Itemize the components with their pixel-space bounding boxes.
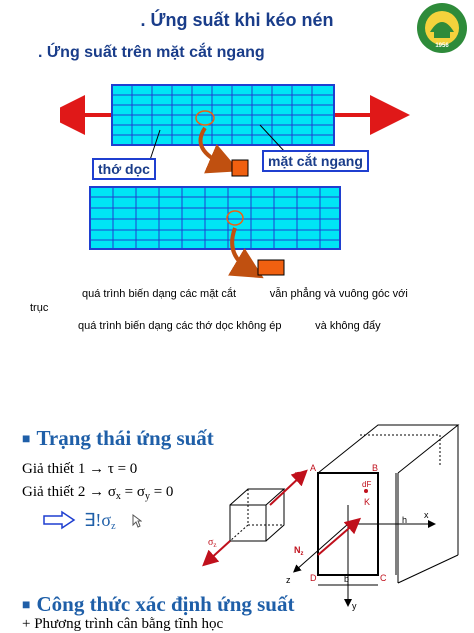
- label-k: K: [364, 497, 371, 507]
- label-nz: $N_z$: [294, 545, 304, 557]
- logo-year: 1956: [435, 43, 449, 49]
- label-x: x: [424, 510, 429, 520]
- section-subtitle: . Ứng suất trên mặt cắt ngang: [38, 44, 265, 61]
- text-line-1-cont: trục: [30, 302, 49, 314]
- text-line-1: quá trình biến dạng các mặt cắt vẫn phẳng và vuông góc với: [82, 288, 408, 300]
- upper-bar: [112, 85, 334, 145]
- square-bullet-icon: ■: [22, 432, 31, 447]
- label-b: b: [344, 574, 350, 584]
- text-line-2: quá trình biến dạng các thớ dọc không ép và không đẩy: [78, 320, 381, 332]
- element-patch-lower: [258, 260, 284, 275]
- label-sigma-z-top: $\sigma_z$: [294, 469, 303, 481]
- cursor-icon: [132, 514, 142, 528]
- assumption-1: Giả thiết 1 → τ = 0: [22, 461, 138, 477]
- square-bullet-icon: ■: [22, 598, 31, 613]
- formula-heading: ■ Công thức xác định ứng suất: [22, 592, 295, 616]
- label-cross-section: mặt cắt ngang: [262, 150, 369, 172]
- label-sigma-z-bottom: $\sigma_z$: [208, 537, 217, 549]
- label-df: dF: [362, 480, 372, 489]
- label-fiber: thớ dọc: [92, 158, 156, 180]
- corner-c: C: [380, 573, 387, 583]
- assumption-2: Giả thiết $2 \to \sigma_x = \sigma_y = 0$: [22, 484, 174, 502]
- element-cube: [230, 489, 284, 541]
- label-y: y: [352, 601, 357, 611]
- element-patch-upper: [232, 160, 248, 176]
- page-title: . Ứng suất khi kéo nén: [140, 10, 334, 30]
- label-z: z: [286, 575, 291, 585]
- formula-line-1: + Phương trình cân bằng tĩnh học: [22, 616, 224, 632]
- university-logo: [416, 2, 468, 54]
- stress-state-heading: ■ Trạng thái ứng suất: [22, 426, 214, 450]
- lower-bar: [90, 187, 340, 249]
- tension-bar-diagram: [60, 80, 420, 280]
- unique-sigma-z: ∃!σz: [84, 510, 116, 532]
- corner-a: A: [310, 463, 317, 473]
- corner-d: D: [310, 573, 317, 583]
- cross-section-figure: [200, 405, 474, 615]
- implies-arrow-icon: [42, 510, 76, 530]
- label-h: h: [402, 515, 408, 525]
- corner-b: B: [372, 463, 379, 473]
